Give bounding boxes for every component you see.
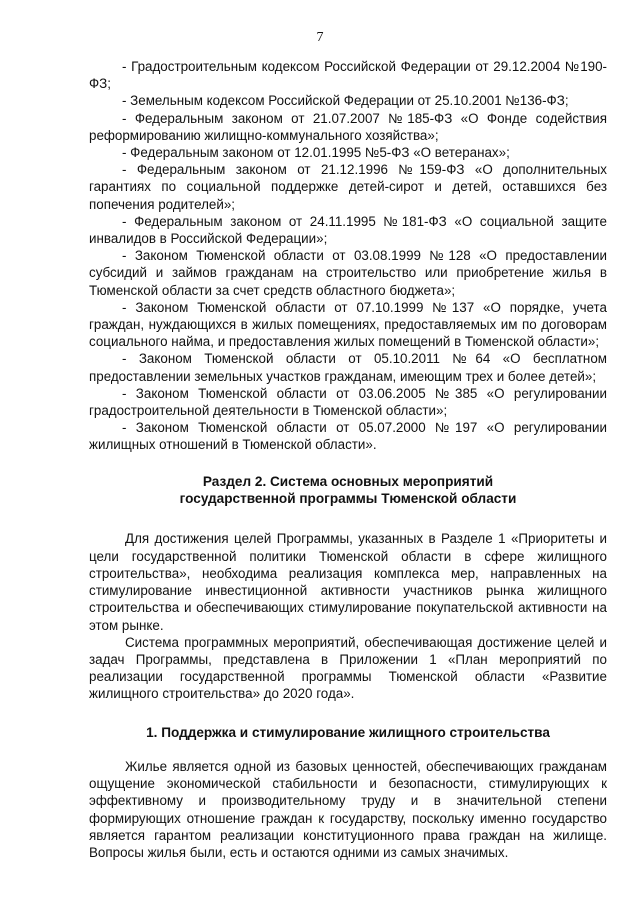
law-item-6: - Федеральным законом от 24.11.1995 №181-ФЗ «О социальной защите инвалидов в Российской Федерации»; <box>89 213 607 247</box>
law-item-5: - Федеральным законом от 21.12.1996 №159-ФЗ «О дополнительных гарантиях по социальной поддержке детей-сирот и детей, оставшихся без попечения родителей»; <box>89 162 607 212</box>
section-2-heading-line-2: государственной программы Тюменской области <box>179 491 517 507</box>
law-item-2: - Земельным кодексом Российской Федерации от 25.10.2001 №136-ФЗ; <box>122 93 569 109</box>
section-2-heading <box>89 473 607 508</box>
law-item-11: - Законом Тюменской области от 05.07.2000 №197 «О регулировании жилищных отношений в Тюменской области». <box>89 420 607 453</box>
law-item-9: - Законом Тюменской области от 05.10.2011 №64 «О бесплатном предоставлении земельных участков гражданам, имеющим трех и более детей»; <box>89 351 607 384</box>
law-item-10: - Законом Тюменской области от 03.06.2005 №385 «О регулировании градостроительной деятельности в Тюменской области»; <box>89 385 607 419</box>
document-body <box>89 58 607 861</box>
law-item-8: - Законом Тюменской области от 07.10.1999 №137 «О порядке, учета граждан, нуждающихся в жилых помещениях, предоставляемых им по договорам социального найма, и предоставления жилых помещений в Тюменской области»; <box>89 299 607 350</box>
law-item-3: - Федеральным законом от 21.07.2007 №185-ФЗ «О Фонде содействия реформированию жилищно-коммунального хозяйства»; <box>89 110 607 143</box>
law-item-4: - Федеральным законом от 12.01.1995 №5-ФЗ «О ветеранах»; <box>122 145 510 161</box>
subsection-1-paragraph-1: Жилье является одной из базовых ценностей, обеспечивающих гражданам ощущение экономической стабильности и безопасности, стимулирующих к эффективному и производительному труду и в значительной степени формирующих отношение граждан к государству, поскольку именно государство является гарантом реализации конституционного права граждан на жилище. Вопросы жилья были, есть и остаются одними из самых значимых. <box>89 758 607 860</box>
section-2-heading-line-1: Раздел 2. Система основных мероприятий <box>202 473 494 489</box>
page-number: 7 <box>316 30 324 45</box>
law-item-1: - Градостроительным кодексом Российской Федерации от 29.12.2004 №190-ФЗ; <box>89 59 607 92</box>
law-item-7: - Законом Тюменской области от 03.08.1999 №128 «О предоставлении субсидий и займов гражданам на строительство или приобретение жилья в Тюменской области за счет средств областного бюджета»; <box>89 248 607 298</box>
section-2-paragraph-1: Для достижения целей Программы, указанных в Разделе 1 «Приоритеты и цели государственной политики Тюменской области в сфере жилищного строительства», необходима реализация комплекса мер, направленных на стимулирование инвестиционной активности участников рынка жилищного строительства и обеспечивающих стимулирование покупательской активности на этом рынке. <box>89 531 607 633</box>
section-2-paragraph-2: Система программных мероприятий, обеспечивающая достижение целей и задач Программы, представлена в Приложении 1 «План мероприятий по реализации государственной программы Тюменской области «Развитие жилищного строительства» до 2020 года». <box>89 634 607 702</box>
law-list <box>89 58 607 454</box>
subsection-1-heading: 1. Поддержка и стимулирование жилищного строительства <box>146 724 550 740</box>
